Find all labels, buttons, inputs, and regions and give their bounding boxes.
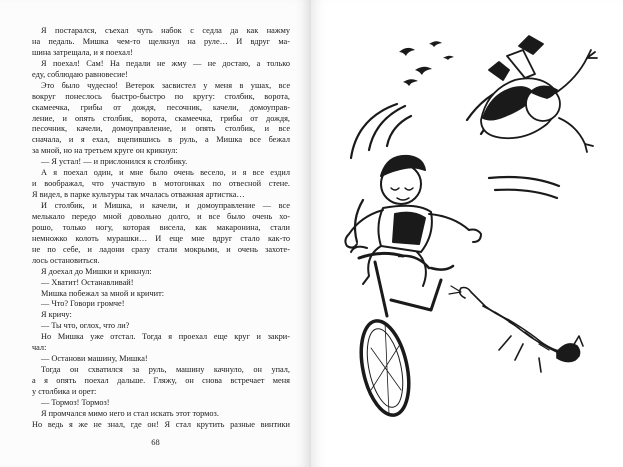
text-line: чал: (32, 343, 47, 353)
right-page (311, 0, 623, 467)
text-line: — Я устал! — и прислонился к столбику. (41, 157, 188, 167)
bicycle-drawing (351, 247, 453, 420)
left-page (0, 0, 311, 467)
text-line: А я поехал один, и мне было очень весело, и я все ездил (41, 168, 290, 178)
text-line: Я поехал! Сам! На педали не жму — не достаю, а только (41, 58, 290, 68)
text-line: И столбик, и Мишка, и качели, и домоуправление — все (41, 201, 290, 210)
text-line: Я постарался, съехал чуть набок с седла да как нажму (41, 26, 290, 35)
text-line: ление, и опять столбик, ворота, скамеечка, грибы от дождя, (32, 113, 290, 123)
text-line: еду, соблюдаю равновесие! (32, 69, 128, 79)
story-text (32, 26, 290, 431)
cat-drawing (449, 286, 583, 372)
text-line: — Хватит! Останавливай! (41, 277, 134, 287)
text-line: лось остановиться. (32, 255, 100, 265)
text-line: у столбика и орет: (32, 386, 97, 396)
text-line: а я опять поехал дальше. Гляжу, он снова встречает меня (32, 376, 290, 385)
text-line: за мной, но на третьем круге он крикнул: (32, 146, 178, 156)
text-line: Но ведь я же не знал, где он! Я стал крутить разные винтики (32, 419, 290, 429)
text-line: рошо, только ногу, которая висела, как макаронина, стали (32, 222, 290, 232)
text-line: Я видел, в парке культуры так мчалась отважная артистка… (32, 190, 245, 200)
text-line: Я промчался мимо него и стал искать этот тормоз. (41, 408, 219, 418)
text-line: — Ты что, оглох, что ли? (41, 321, 130, 331)
text-line: Это было чудесно! Ветерок засвистел у меня в ушах, все (41, 80, 290, 90)
text-line: и воображал, что участвую в мотогонках по отвесной стене. (32, 179, 290, 189)
text-line: вокруг понеслось быстро-быстро по кругу: столбик, ворота, (32, 91, 290, 101)
text-line: мелькало передо мной довольно долго, и все было очень хо- (32, 211, 290, 221)
text-line: на педаль. Мишка чем-то щелкнул на руле… И вдруг ма- (32, 36, 290, 46)
bicycle-illustration (311, 0, 623, 467)
text-line: — Что? Говори громче! (41, 299, 125, 309)
text-line: сначала, и я ехал, вцепившись в руль, а Мишка все бежал (32, 135, 290, 145)
text-line: скамеечка, грибы от дождя, песочник, качели, домоуправ- (32, 102, 290, 112)
page-number: 68 (151, 437, 160, 447)
text-line: Мишка побежал за мной и кричит: (41, 288, 165, 298)
text-line: Я доехал до Мишки и крикнул: (41, 266, 152, 276)
cyclist-boy-drawing (345, 156, 481, 286)
text-line: Тогда он схватился за руль, машину качнуло, он упал, (41, 365, 290, 375)
text-line: Но Мишка уже отстал. Тогда я проехал еще круг и закри- (41, 332, 290, 342)
text-line: немножко колоть мурашки… И еще мне вдруг стало как-то (32, 233, 290, 243)
text-line: не по себе, и ладони сразу стали мокрыми, и очень захоте- (32, 244, 290, 254)
falling-boy-drawing (481, 36, 597, 152)
text-line: — Останови машину, Мишка! (41, 354, 148, 364)
birds-drawing (399, 41, 454, 86)
text-line: шина затрещала, и я поехал! (32, 47, 133, 57)
text-line: песочник, качели, домоуправление, и опять столбик, и все (32, 124, 290, 134)
text-line: Я кричу: (41, 310, 72, 320)
text-line: — Тормоз! Тормоз! (41, 397, 110, 407)
